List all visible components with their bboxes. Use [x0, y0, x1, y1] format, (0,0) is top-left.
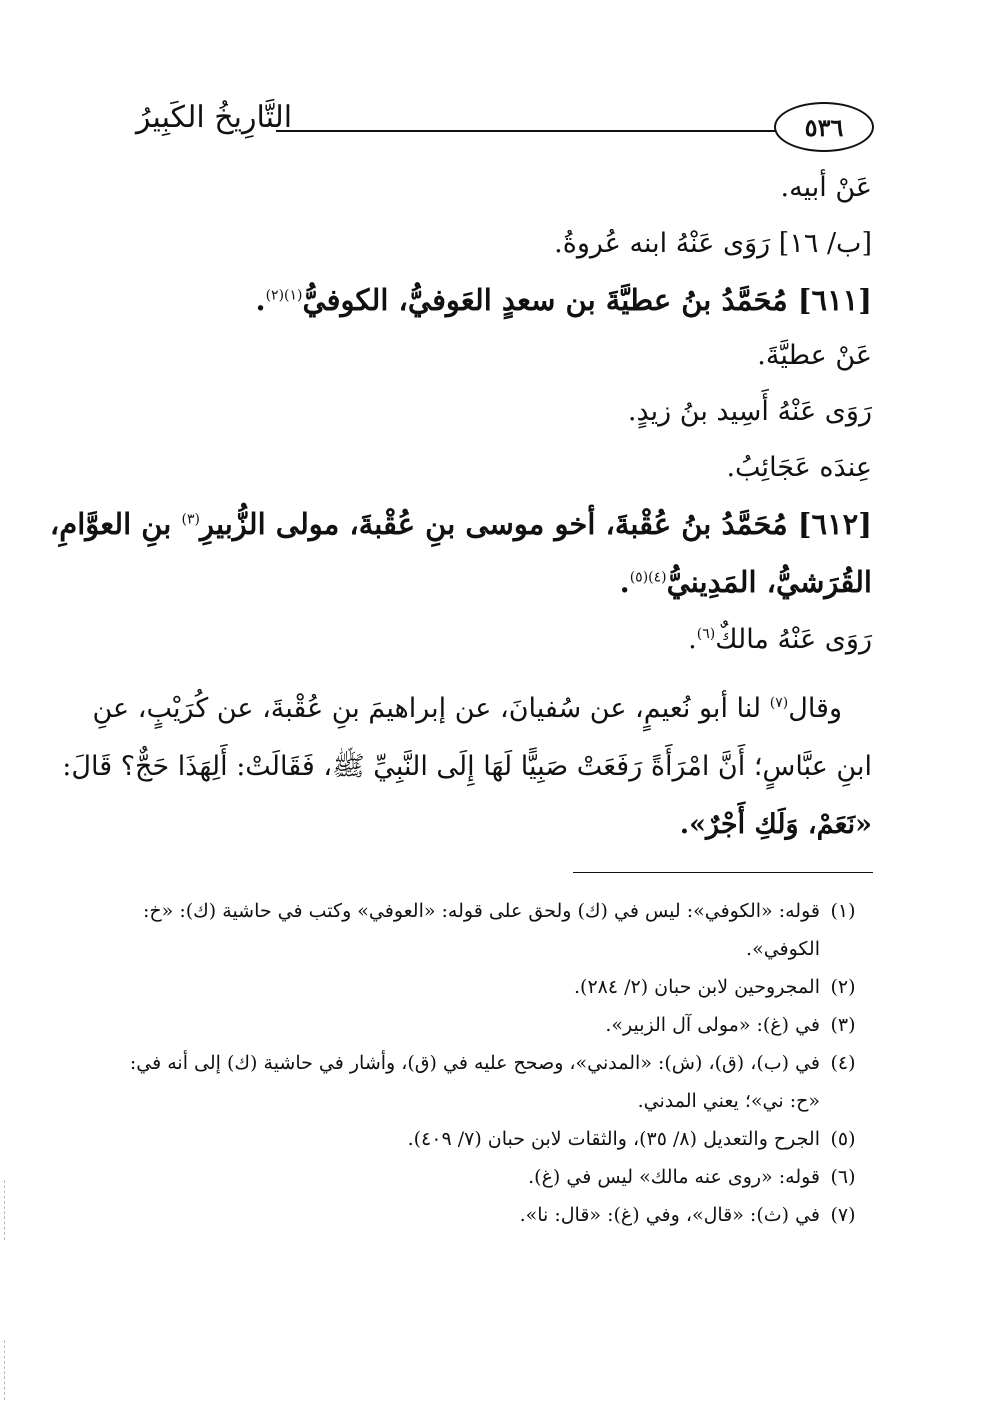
footnote-7 [128, 1196, 866, 1234]
footnote-line: «ح: ني»؛ يعني المدني. [637, 1090, 820, 1112]
footnote-1 [128, 892, 866, 968]
footnote-text: الجرح والتعديل (٨/ ٣٥)، والثقات لابن حبان (٧/ ٤٠٩). [407, 1128, 820, 1150]
entry-612-heading [49, 496, 872, 552]
footnote-number: (٢) [830, 976, 856, 998]
footnote-line: في (ب)، (ق)، (ش): «المدني»، وصحح عليه في (ق)، وأشار في حاشية (ك) إلى أنه في: [129, 1052, 820, 1074]
footnote-separator [573, 872, 873, 873]
footnote-text [128, 892, 820, 968]
page-number: ٥٣٦ [804, 112, 844, 142]
footnote-number: (٦) [830, 1166, 856, 1188]
spacer [114, 668, 872, 680]
footnote-2 [128, 968, 866, 1006]
entry-612-text: [٦١٢] مُحَمَّدُ بنُ عُقْبةَ، أخو موسى بنِ عُقْبةَ، مولى الزُّبيرِ [199, 507, 872, 541]
book-title: التَّارِيخُ الكَبِيرُ [136, 100, 293, 135]
scan-edge-mark [4, 1180, 5, 1240]
footnote-ref: (٤)(٥) [629, 569, 667, 586]
narration-text: رَوَى عَنْهُ مالكٌ [715, 624, 872, 655]
footnote-number: (٥) [830, 1128, 856, 1150]
entry-612-nisba: القُرَشيُّ، المَدِينيُّ [666, 565, 872, 599]
text-line: [ب/ ١٦] رَوَى عَنْهُ ابنه عُروةُ. [554, 228, 872, 259]
hadith-line: «نَعَمْ، وَلَكِ أَجْرٌ». [679, 809, 872, 840]
footnote-text [128, 1044, 820, 1120]
footnote-4 [128, 1044, 866, 1120]
hadith-isnad: لنا أبو نُعيمٍ، عن سُفيانَ، عن إبراهيمَ بنِ عُقْبةَ، عن كُرَيْبٍ، عنِ [92, 693, 762, 724]
footnote-ref: (٧) [769, 695, 789, 711]
text-line: رَوَى عَنْهُ أَسِيد بنُ زيدٍ. [627, 396, 872, 427]
entry-612-continuation: القُرَشيُّ، المَدِينيُّ$^{(٤)(٥)}$. [619, 565, 872, 599]
footnote-number: (٤) [830, 1052, 856, 1074]
footnote-6 [128, 1158, 866, 1196]
hadith-line [92, 680, 872, 738]
entry-611-heading: [٦١١] مُحَمَّدُ بنُ عطيَّةَ بن سعدٍ العَوفيُّ، الكوفيُّ$^{(١)(٢)}$. [255, 283, 872, 317]
footnote-line: الكوفي». [746, 938, 820, 960]
running-header [136, 92, 874, 156]
footnote-text: المجروحين لابن حبان (٢/ ٢٨٤). [573, 976, 820, 998]
footnote-line: قوله: «الكوفي»: ليس في (ك) ولحق على قوله: «العوفي» وكتب في حاشية (ك): «خ: [143, 900, 820, 922]
hadith-line: ابنِ عبَّاسٍ؛ أَنَّ امْرَأَةً رَفَعَتْ صَبِيًّا لَهَا إِلَى النَّبِيِّ ﷺ، فَقَالَتْ: أَلِهَذَا حَجٌّ؟ قَالَ: [62, 751, 872, 782]
footnote-5 [128, 1120, 866, 1158]
footnote-number: (٧) [830, 1204, 856, 1226]
text-line: عَنْ أبيه. [780, 172, 872, 203]
footnote-text: قوله: «روى عنه مالك» ليس في (غ). [528, 1166, 820, 1188]
text-line: عَنْ عطيَّةَ. [757, 340, 872, 371]
footnote-number: (١) [830, 900, 856, 922]
entry-611-text: [٦١١] مُحَمَّدُ بنُ عطيَّةَ بن سعدٍ العَوفيُّ، الكوفيُّ [302, 283, 872, 317]
page-number-badge [774, 102, 874, 152]
main-text [49, 160, 872, 854]
footnote-ref: (١)(٢) [265, 287, 303, 304]
header-rule [276, 130, 776, 132]
footnote-text: في (ث): «قال»، وفي (غ): «قال: نا». [519, 1204, 820, 1226]
footnote-3 [128, 1006, 866, 1044]
entry-612-text-cont: بنِ العوَّامِ، [49, 507, 172, 541]
footnote-ref: (٦) [696, 626, 716, 642]
footnote-ref: (٣) [181, 511, 200, 528]
footnote-number: (٣) [830, 1014, 856, 1036]
footnote-text: في (غ): «مولى آل الزبير». [605, 1014, 820, 1036]
hadith-opening: وقال [788, 693, 842, 724]
text-line: رَوَى عَنْهُ مالكٌ$^{(٦)}$. [688, 624, 872, 655]
footnotes [128, 892, 866, 1234]
scan-edge-mark [4, 1340, 5, 1400]
text-line: عِندَه عَجَائِبُ. [726, 452, 872, 483]
